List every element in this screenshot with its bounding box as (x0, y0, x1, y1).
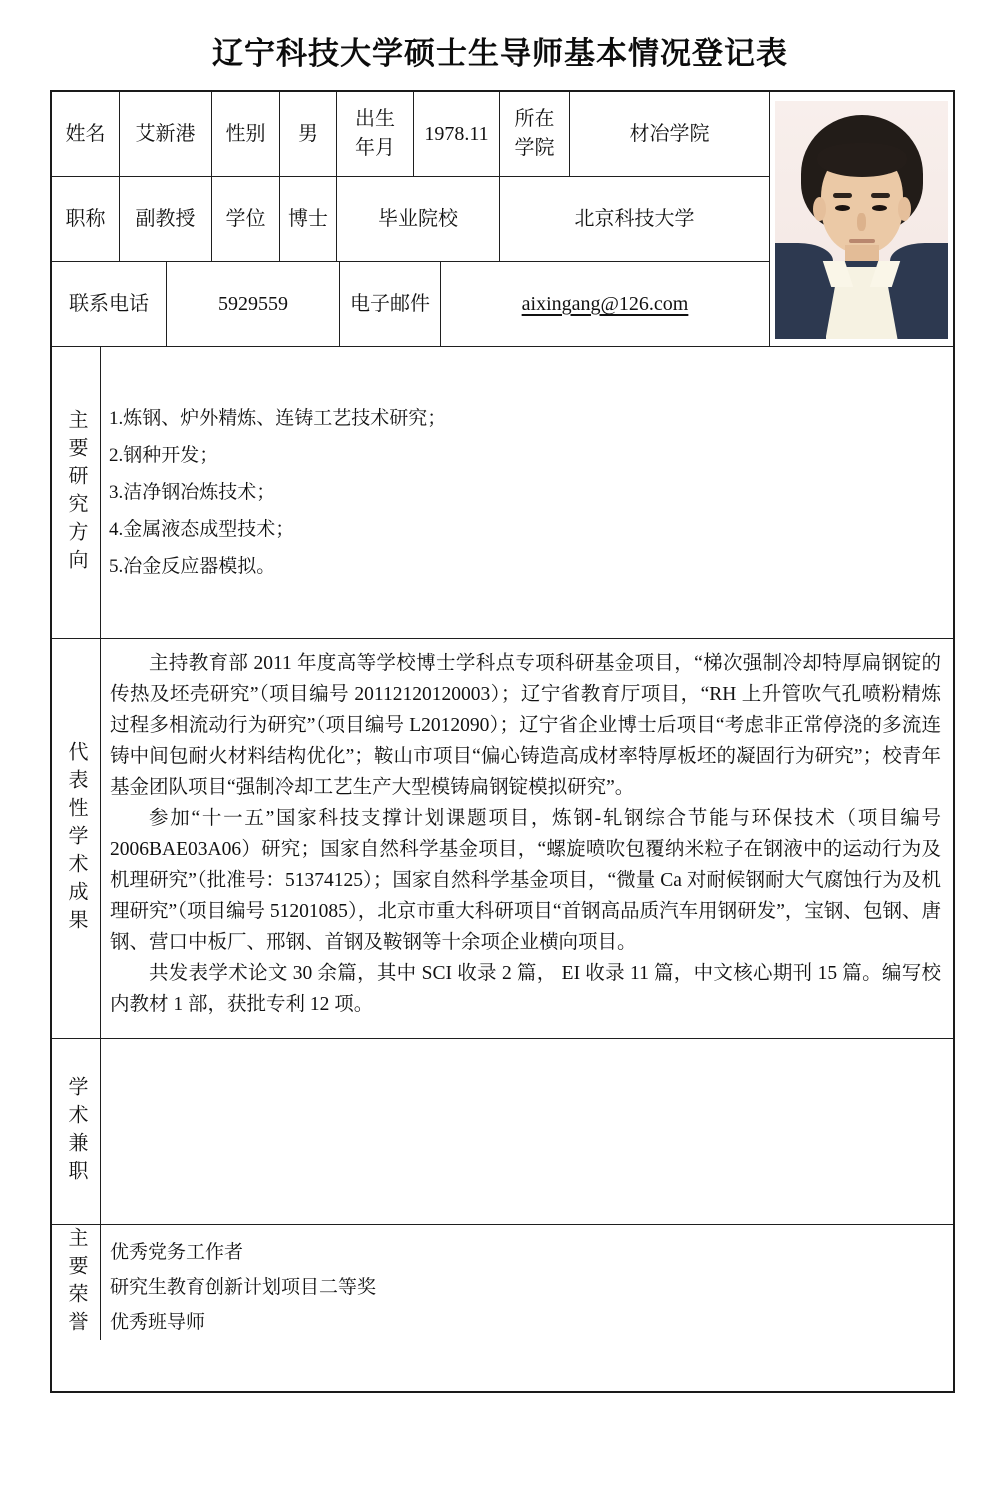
registration-form-table (50, 90, 955, 1393)
school-label: 毕业院校 (337, 177, 500, 261)
research-section-label: 主要研究方向 (65, 408, 87, 577)
degree-value: 博士 (280, 177, 337, 261)
birth-value: 1978.11 (414, 92, 500, 176)
section-honors (52, 1225, 953, 1340)
research-item: 3.洁净钢冶炼技术； (109, 482, 276, 503)
phone-value: 5929559 (167, 262, 340, 346)
academic-posts-content (101, 1039, 953, 1224)
research-item: 5.冶金反应器模拟。 (109, 556, 276, 577)
table-row-title-degree (52, 177, 770, 262)
section-achievements (52, 639, 953, 1039)
academic-posts-section-label: 学术兼职 (65, 1075, 87, 1188)
college-label: 所在学院 (500, 92, 570, 176)
honors-section-label: 主要荣誉 (65, 1226, 87, 1339)
honor-item: 研究生教育创新计划项目二等奖 (110, 1277, 377, 1298)
gender-label: 性别 (212, 92, 280, 176)
honor-item: 优秀班导师 (110, 1312, 206, 1333)
job-title-label: 职称 (52, 177, 120, 261)
achievements-paragraphs (101, 639, 953, 1038)
email-cell (441, 262, 770, 346)
name-label: 姓名 (52, 92, 120, 176)
photo-cell (770, 92, 953, 346)
table-row-contact (52, 262, 770, 346)
school-value: 北京科技大学 (500, 177, 770, 261)
honor-item: 优秀党务工作者 (110, 1242, 244, 1263)
birth-label: 出生年月 (337, 92, 414, 176)
achievement-paragraph: 参加“十一五”国家科技支撑计划课题项目，炼钢-轧钢综合节能与环保技术（项目编号 2006BAE03A06）研究；国家自然科学基金项目，“螺旋喷吹包覆纳米粒子在钢液中的运动行为及机理研究”（批准号：51374125）；国家自然科学基金项目，“微量 Ca 对耐候钢耐大气腐蚀行为及机理研究”（项目编号 51201085），北京市重大科研项目“首钢高品质汽车用钢研发”，宝钢、包钢、唐钢、营口中板厂、邢钢、首钢及鞍钢等十余项企业横向项目。 (110, 808, 941, 953)
page-title: 辽宁科技大学硕士生导师基本情况登记表 (212, 36, 788, 71)
achievement-paragraph: 共发表学术论文 30 余篇，其中 SCI 收录 2 篇， EI 收录 11 篇，中文核心期刊 15 篇。编写校内教材 1 部，获批专利 12 项。 (110, 963, 941, 1015)
research-item: 4.金属液态成型技术； (109, 519, 295, 540)
gender-value: 男 (280, 92, 337, 176)
college-value: 材冶学院 (570, 92, 770, 176)
honors-items (101, 1225, 953, 1340)
achievements-section-label: 代表性学术成果 (65, 740, 87, 937)
basic-info-block (52, 92, 953, 347)
research-item: 2.钢种开发； (109, 445, 219, 466)
section-academic-posts (52, 1039, 953, 1225)
research-item: 1.炼钢、炉外精炼、连铸工艺技术研究； (109, 408, 447, 429)
phone-label: 联系电话 (52, 262, 167, 346)
portrait-photo (775, 101, 948, 339)
job-title-value: 副教授 (120, 177, 212, 261)
table-row-identity (52, 92, 770, 177)
name-value: 艾新港 (120, 92, 212, 176)
email-value[interactable]: aixingang@126.com (521, 292, 689, 315)
research-items (101, 347, 953, 638)
email-label: 电子邮件 (340, 262, 441, 346)
section-research (52, 347, 953, 639)
degree-label: 学位 (212, 177, 280, 261)
achievement-paragraph: 主持教育部 2011 年度高等学校博士学科点专项科研基金项目，“梯次强制冷却特厚扁钢锭的传热及坯壳研究”（项目编号 20112120120003）；辽宁省教育厅项目，“RH 上升管吹气孔喷粉精炼过程多相流动行为研究”（项目编号 L2012090）；辽宁省企业博士后项目“考虑非正常停浇的多流连铸中间包耐火材料结构优化”；鞍山市项目“偏心铸造高成材率特厚板坯的凝固行为研究”；校青年基金团队项目“强制冷却工艺生产大型模铸扁钢锭模拟研究”。 (110, 653, 941, 798)
